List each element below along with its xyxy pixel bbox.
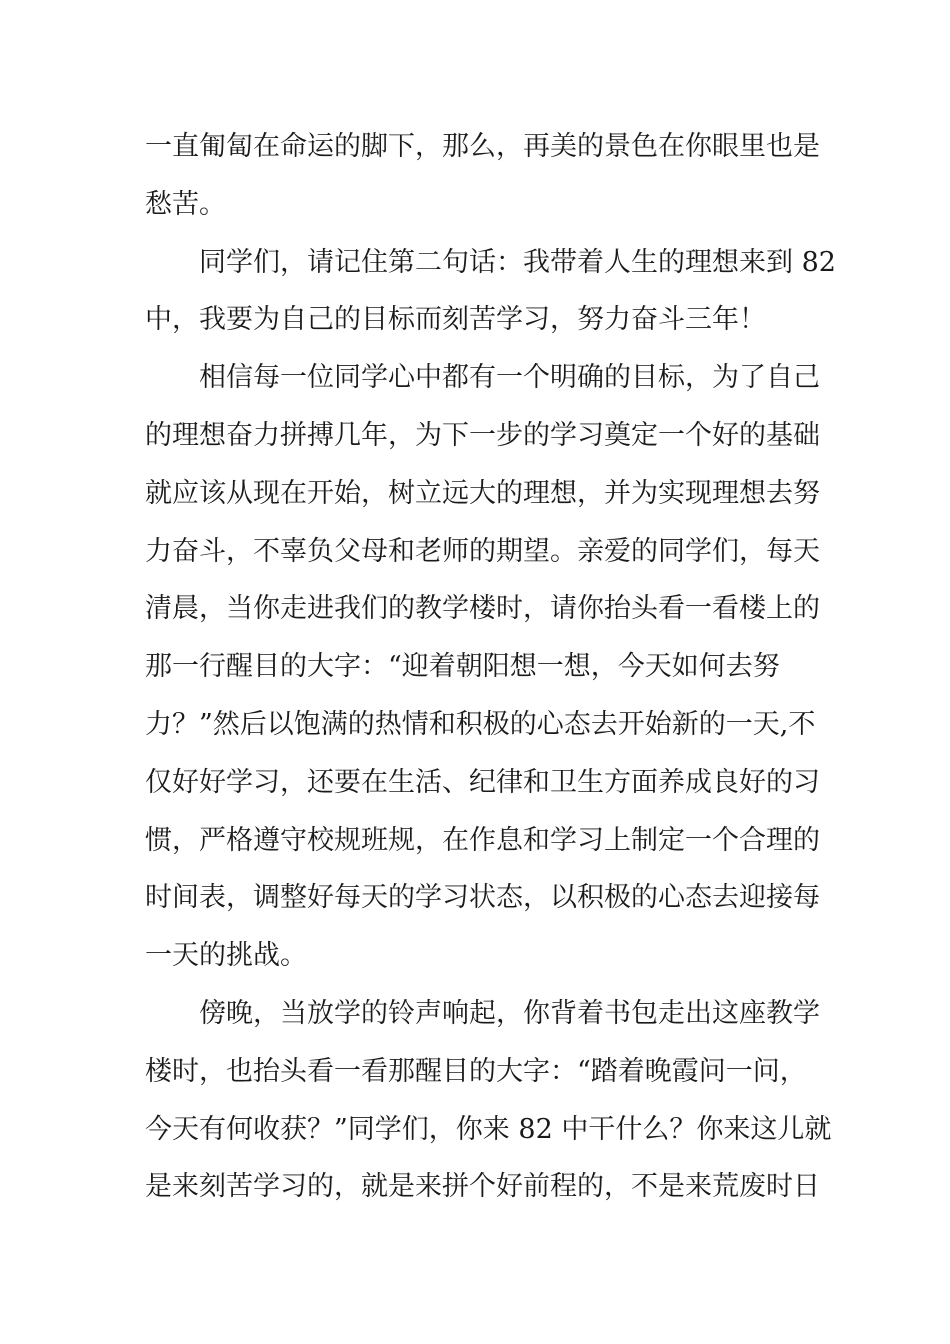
text-line: 楼时，也抬头看一看那醒目的大字：“踏着晚霞问一问，	[145, 1055, 807, 1087]
body-text	[145, 118, 836, 1216]
text-line: 的理想奋力拼搏几年，为下一步的学习奠定一个好的基础	[145, 419, 820, 451]
text-line: 仅好好学习，还要在生活、纪律和卫生方面养成良好的习	[145, 766, 820, 798]
text-line: 清晨，当你走进我们的教学楼时，请你抬头看一看楼上的	[145, 593, 820, 625]
text-line: 今天有何收获？”同学们，你来 82 中干什么？你来这儿就	[145, 1113, 832, 1145]
paragraph-first-line: 傍晚，当放学的铃声响起，你背着书包走出这座教学	[199, 997, 820, 1029]
paragraph-first-line: 同学们，请记住第二句话：我带着人生的理想来到 82	[199, 246, 836, 278]
text-line: 就应该从现在开始，树立远大的理想，并为实现理想去努	[145, 477, 820, 509]
text-line: 是来刻苦学习的，就是来拼个好前程的，不是来荒废时日	[145, 1171, 820, 1203]
text-line: 力？”然后以饱满的热情和积极的心态去开始新的一天,不	[145, 708, 816, 740]
text-line: 惯，严格遵守校规班规，在作息和学习上制定一个合理的	[145, 824, 820, 856]
text-line: 时间表，调整好每天的学习状态，以积极的心态去迎接每	[145, 882, 820, 914]
paragraph-first-line: 相信每一位同学心中都有一个明确的目标，为了自己	[199, 362, 820, 394]
text-line: 一直匍匐在命运的脚下，那么，再美的景色在你眼里也是	[145, 131, 820, 162]
text-line: 愁苦。	[145, 188, 226, 220]
text-line: 中，我要为自己的目标而刻苦学习，努力奋斗三年！	[145, 304, 766, 336]
text-line: 那一行醒目的大字：“迎着朝阳想一想，今天如何去努	[145, 651, 780, 683]
text-line: 力奋斗，不辜负父母和老师的期望。亲爱的同学们，每天	[145, 535, 820, 567]
text-line: 一天的挑战。	[145, 940, 307, 972]
